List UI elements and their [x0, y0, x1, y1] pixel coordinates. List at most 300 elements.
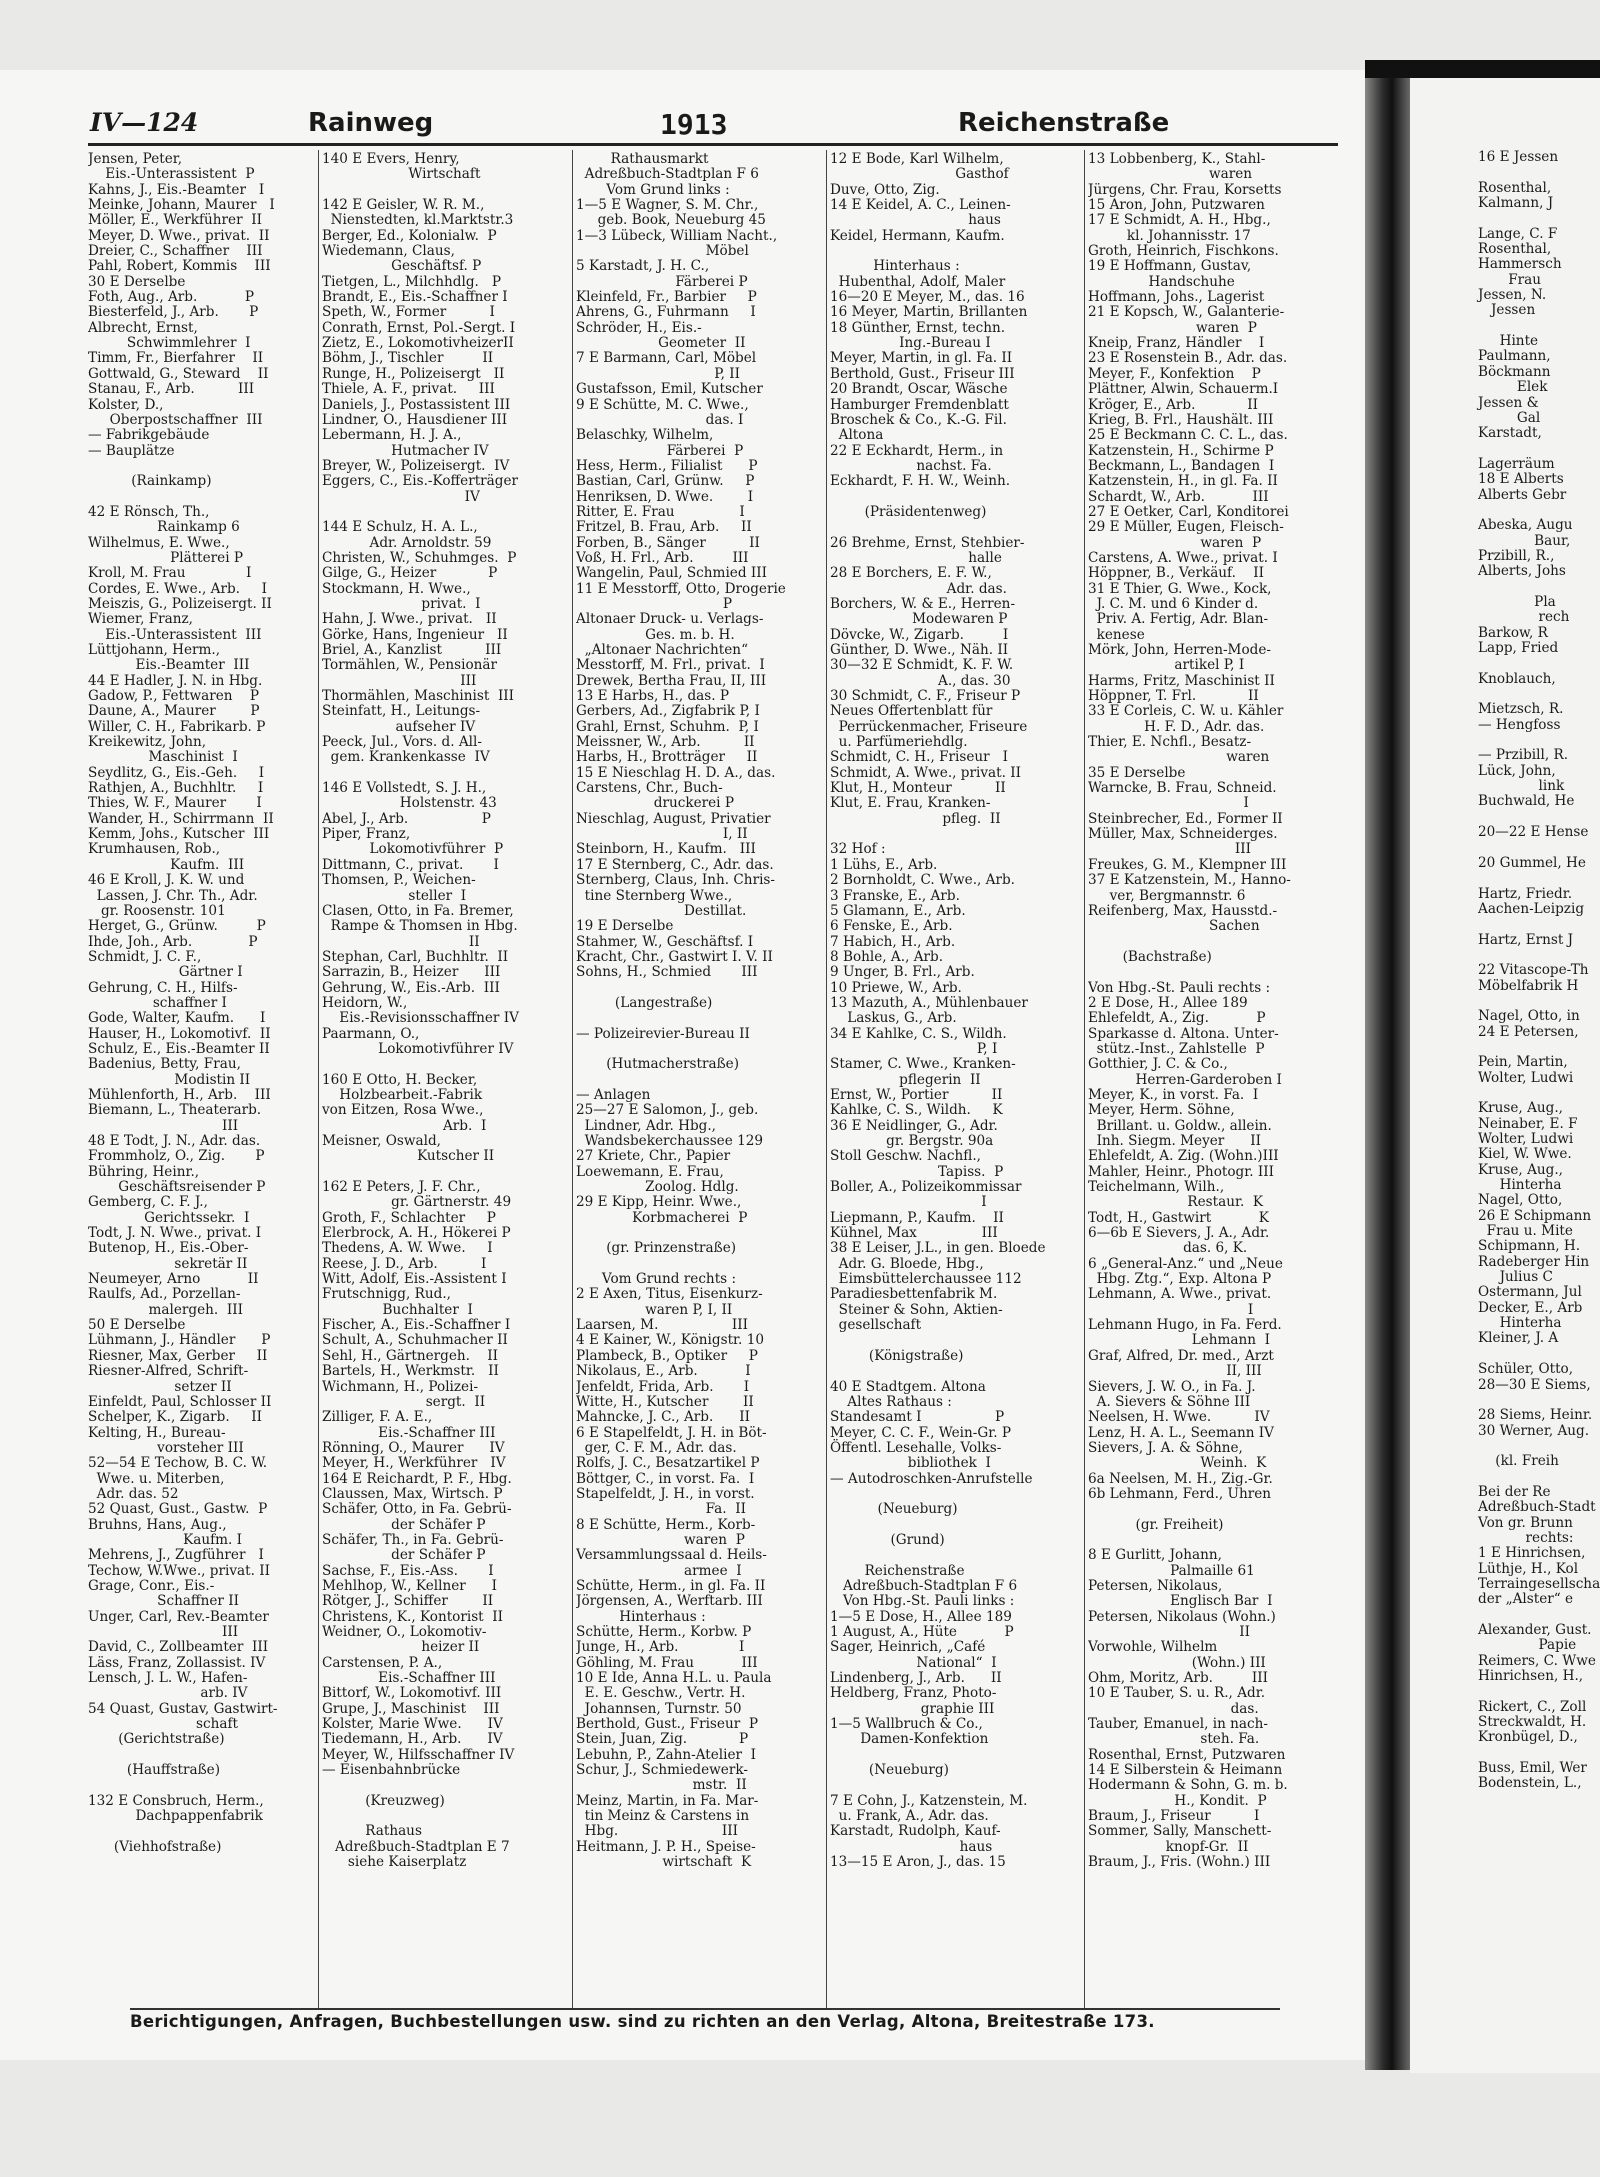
directory-line	[1088, 1502, 1333, 1517]
directory-line: 13—15 E Aron, J., das. 15	[830, 1854, 1006, 1871]
directory-line	[1478, 442, 1598, 457]
directory-line	[322, 1165, 567, 1180]
directory-line: Sohns, H., Schmied III	[576, 964, 758, 981]
directory-line: Decker, E., Arb	[1478, 1299, 1583, 1316]
directory-line	[830, 1548, 1075, 1563]
directory-line: Todt, J. N. Wwe., privat. I	[88, 1225, 262, 1242]
directory-line: Thiele, A. F., privat. III	[322, 381, 495, 398]
directory-line: 20 Gummel, He	[1478, 854, 1586, 871]
directory-line: 54 Quast, Gustav, Gastwirt-	[88, 1700, 278, 1717]
directory-line: Albrecht, Ernst,	[88, 319, 198, 336]
directory-line: Gärtner I	[88, 964, 243, 981]
directory-line: P	[576, 595, 733, 612]
directory-line: J. C. M. und 6 Kinder d.	[1088, 595, 1259, 612]
directory-line: Görke, Hans, Ingenieur II	[322, 626, 508, 643]
directory-line: Riesner, Max, Gerber II	[88, 1347, 268, 1364]
directory-line: Belaschky, Wilhelm,	[576, 427, 714, 444]
directory-line	[1478, 165, 1598, 180]
directory-line: Buss, Emil, Wer	[1478, 1760, 1587, 1777]
directory-line: waren P	[1088, 319, 1257, 336]
directory-line: Braum, J., Fris. (Wohn.) III	[1088, 1854, 1271, 1871]
directory-line: Eimsbüttelerchaussee 112	[830, 1271, 1022, 1288]
directory-line: 27 Kriete, Chr., Papier	[576, 1148, 731, 1165]
directory-line: 30 E Derselbe	[88, 273, 186, 290]
directory-line: Techow, W.Wwe., privat. II	[88, 1562, 270, 1579]
directory-line: Ehlefeldt, A. Zig. (Wohn.)III	[1088, 1148, 1279, 1165]
directory-line: 6b Lehmann, Ferd., Uhren	[1088, 1485, 1272, 1502]
directory-line: Bruhns, Hans, Aug.,	[88, 1516, 227, 1533]
directory-line: Mühlenforth, H., Arb. III	[88, 1086, 271, 1103]
directory-line: Wichmann, H., Polizei-	[322, 1378, 479, 1395]
directory-line: 34 E Kahlke, C. S., Wildh.	[830, 1025, 1007, 1042]
directory-line: Alexander, Gust.	[1478, 1622, 1592, 1638]
directory-line: 160 E Otto, H. Becker,	[322, 1071, 478, 1088]
directory-line: 28—30 E Siems,	[1478, 1376, 1591, 1393]
directory-line	[830, 1487, 1075, 1502]
directory-line: Plättner, Alwin, Schauerm.I	[1088, 381, 1279, 398]
directory-line: 20 Brandt, Oscar, Wäsche	[830, 381, 1008, 398]
directory-line: 50 E Derselbe	[88, 1317, 186, 1334]
directory-line: 25 E Beckmann C. C. L., das.	[1088, 427, 1288, 444]
directory-line: Rötger, J., Schiffer II	[322, 1593, 494, 1610]
directory-line: 1 August, A., Hüte P	[830, 1624, 1014, 1640]
directory-line: Vorwohle, Wilhelm	[1088, 1639, 1218, 1656]
directory-line: Przibill, R.,	[1478, 547, 1555, 564]
directory-line: Kronbügel, D.,	[1478, 1729, 1578, 1746]
directory-line: aufseher IV	[322, 718, 476, 735]
directory-line: Abeska, Augu	[1478, 517, 1573, 534]
directory-line: Lebermann, H. J. A.,	[322, 427, 462, 444]
directory-line: 35 E Derselbe	[1088, 764, 1186, 781]
directory-line: Eis.-Schaffner III	[322, 1670, 496, 1687]
directory-line: Gehrung, W., Eis.-Arb. III	[322, 979, 500, 996]
directory-line: 12 E Bode, Karl Wilhelm,	[830, 152, 1004, 167]
directory-line: 7 E Barmann, Carl, Möbel	[576, 350, 757, 367]
directory-line	[1478, 656, 1598, 671]
directory-line: (Langestraße)	[576, 994, 713, 1011]
directory-line: Perrückenmacher, Friseure	[830, 718, 1028, 735]
directory-line: Fischer, A., Eis.-Schaffner I	[322, 1317, 511, 1334]
directory-line: Zietz, E., LokomotivheizerII	[322, 335, 514, 352]
directory-line: Eis.-Revisionsschaffner IV	[322, 1010, 519, 1027]
directory-line: Gottwald, G., Steward II	[88, 365, 269, 382]
gutter-top-band	[1365, 60, 1600, 78]
directory-line: Hinte	[1478, 333, 1539, 350]
directory-line: Gemberg, C. F. J.,	[88, 1194, 208, 1211]
directory-line: Zilliger, F. A. E.,	[322, 1409, 433, 1426]
directory-line: sergt. II	[322, 1393, 486, 1410]
directory-line: 146 E Vollstedt, S. J. H.,	[322, 780, 487, 797]
directory-line: waren P	[1088, 534, 1262, 551]
directory-line: 6 Fenske, E., Arb.	[830, 918, 953, 935]
directory-line: Schäfer, Otto, in Fa. Gebrü-	[322, 1501, 512, 1518]
directory-line: 38 E Leiser, J.L., in gen. Bloede	[830, 1240, 1046, 1257]
directory-line: Meinz, Martin, in Fa. Mar-	[576, 1792, 759, 1809]
directory-line: Mahler, Heinr., Photogr. III	[1088, 1163, 1274, 1180]
directory-line: (Bachstraße)	[1088, 948, 1212, 965]
directory-line: Braum, J., Friseur I	[1088, 1808, 1260, 1825]
directory-line: Gerichtssekr. I	[88, 1209, 250, 1226]
directory-line: Frau	[1478, 271, 1542, 288]
directory-line: gr. Gärtnerstr. 49	[322, 1194, 512, 1211]
directory-line: Jessen	[1478, 302, 1536, 319]
directory-line: Dreier, C., Schaffner III	[88, 243, 263, 260]
directory-line: Frau u. Mite	[1478, 1223, 1573, 1240]
directory-line: Groth, F., Schlachter P	[322, 1209, 496, 1226]
directory-line	[1478, 948, 1598, 963]
directory-line: u. Parfümeriehdlg.	[830, 734, 968, 751]
directory-line: Inh. Siegm. Meyer II	[1088, 1133, 1261, 1149]
directory-line: I	[830, 1194, 987, 1211]
directory-line: Eis.-Beamter III	[88, 657, 250, 674]
directory-line: Hinterhaus :	[830, 258, 960, 275]
directory-line: Steiner & Sohn, Aktien-	[830, 1301, 1003, 1318]
directory-line: Rampe & Thomsen in Hbg.	[322, 918, 518, 935]
column-divider	[1084, 150, 1085, 2010]
directory-line: mstr. II	[576, 1777, 747, 1794]
directory-line: Stamer, C. Wwe., Kranken-	[830, 1056, 1016, 1073]
directory-line: Eis.-Unterassistent III	[88, 626, 262, 643]
directory-line: Ahrens, G., Fuhrmann I	[576, 304, 756, 321]
directory-line: Todt, H., Gastwirt K	[1088, 1209, 1269, 1226]
directory-line: Gerbers, Ad., Zigfabrik P, I	[576, 703, 760, 720]
directory-line: Versammlungssaal d. Heils-	[576, 1547, 767, 1564]
directory-line: Schur, J., Schmiedewerk-	[576, 1762, 748, 1779]
directory-line: 28 Siems, Heinr.	[1478, 1407, 1593, 1424]
directory-line: National“ I	[830, 1654, 997, 1671]
directory-line: 2 E Axen, Titus, Eisenkurz-	[576, 1286, 763, 1303]
directory-line: Wandsbekerchaussee 129	[576, 1133, 764, 1149]
directory-line: 2 Bornholdt, C. Wwe., Arb.	[830, 872, 1016, 889]
directory-line: Göhling, M. Frau III	[576, 1654, 758, 1671]
directory-line: Messtorff, M. Frl., privat. I	[576, 657, 765, 674]
directory-line: Eggers, C., Eis.-Kofferträger	[322, 473, 519, 490]
directory-line: knopf-Gr. II	[1088, 1838, 1249, 1855]
directory-column-2	[322, 152, 567, 2007]
directory-line	[1088, 965, 1333, 980]
directory-line: Hahn, J. Wwe., privat. II	[322, 611, 497, 628]
directory-line: 14 E Keidel, A. C., Leinen-	[830, 197, 1011, 214]
directory-line: I	[1088, 795, 1249, 812]
directory-line: Modistin II	[88, 1071, 251, 1088]
directory-line: (Präsidentenweg)	[830, 503, 987, 520]
directory-line: I, II	[576, 826, 748, 843]
directory-line: Adr. das. 52	[88, 1485, 179, 1502]
directory-line	[1478, 871, 1598, 886]
directory-line: Kracht, Chr., Gastwirt I. V. II	[576, 948, 773, 965]
directory-line: Heitmann, J. P. H., Speise-	[576, 1838, 756, 1855]
directory-line: Höppner, T. Frl. II	[1088, 688, 1259, 705]
directory-line: graphie III	[830, 1700, 995, 1717]
directory-line: 16—20 E Meyer, M., das. 16	[830, 289, 1025, 306]
directory-line: Neumeyer, Arno II	[88, 1271, 259, 1288]
directory-line: 8 Bohle, A., Arb.	[830, 948, 944, 965]
directory-line: tine Sternberg Wwe.,	[576, 887, 733, 904]
directory-line: Bartels, H., Werkmstr. II	[322, 1363, 499, 1380]
directory-line: Pla	[1478, 593, 1556, 610]
directory-line: Altes Rathaus :	[830, 1393, 952, 1410]
directory-line: Papie	[1478, 1637, 1577, 1654]
directory-line: Kröger, E., Arb. II	[1088, 396, 1259, 413]
directory-line: Frutschnigg, Rud.,	[322, 1286, 451, 1303]
directory-line: schaffner I	[88, 994, 227, 1011]
directory-line: Pein, Martin,	[1478, 1054, 1568, 1071]
directory-line	[88, 1748, 313, 1763]
directory-line: Schmidt, J. C. F.,	[88, 948, 202, 965]
directory-column-4	[830, 152, 1075, 2007]
directory-line: Lehmann, A. Wwe., privat.	[1088, 1286, 1272, 1303]
header-year: 1913	[660, 108, 728, 141]
directory-line: Witte, H., Kutscher II	[576, 1393, 754, 1410]
directory-line: 1 E Hinrichsen,	[1478, 1545, 1586, 1562]
directory-line: Schult, A., Schuhmacher II	[322, 1332, 508, 1349]
directory-column-5	[1088, 152, 1333, 2007]
directory-line: Stephan, Carl, Buchhltr. II	[322, 948, 509, 965]
directory-line: Schmidt, A. Wwe., privat. II	[830, 764, 1021, 781]
directory-line: 6—6b E Sievers, J. A., Adr.	[1088, 1225, 1270, 1242]
directory-line: waren P, I, II	[576, 1301, 733, 1318]
directory-line: Wolter, Ludwi	[1478, 1069, 1574, 1086]
directory-line: 1—3 Lübeck, William Nacht.,	[576, 227, 778, 244]
directory-line: Stahmer, W., Geschäftsf. I	[576, 933, 754, 950]
footer-notice: Berichtigungen, Anfragen, Buchbestellungen usw. sind zu richten an den Verlag, Altona, Breitestraße 173.	[130, 2012, 1155, 2031]
directory-line: Schütte, Herm., Korbw. P	[576, 1624, 752, 1640]
directory-line: Rolfs, J. C., Besatzartikel P	[576, 1455, 760, 1472]
directory-line: Nagel, Otto,	[1478, 1192, 1563, 1209]
directory-line: (Hutmacherstraße)	[576, 1056, 739, 1073]
directory-line: Mörk, John, Herren-Mode-	[1088, 642, 1271, 658]
directory-line: Damen-Konfektion	[830, 1731, 989, 1748]
directory-line: Bodenstein, L.,	[1478, 1775, 1582, 1792]
directory-line: Thormählen, Maschinist III	[322, 688, 515, 705]
directory-line: vorsteher III	[88, 1439, 244, 1456]
directory-line	[1478, 687, 1598, 702]
directory-line: halle	[830, 549, 1002, 566]
directory-line: Clasen, Otto, in Fa. Bremer,	[322, 902, 514, 919]
directory-line	[322, 766, 567, 781]
directory-line	[322, 505, 567, 520]
directory-line: Krumhausen, Rob.,	[88, 841, 221, 858]
directory-line: Grupe, J., Maschinist III	[322, 1700, 500, 1717]
directory-line: Raulfs, Ad., Porzellan-	[88, 1286, 241, 1303]
directory-line	[576, 1073, 821, 1088]
directory-line: 42 E Rönsch, Th.,	[88, 503, 210, 520]
directory-line: 1—5 E Dose, H., Allee 189	[830, 1608, 1012, 1625]
directory-line: Lokomotivführer IV	[322, 1040, 514, 1057]
directory-line: Einfeldt, Paul, Schlosser II	[88, 1393, 272, 1410]
directory-line: Grage, Conr., Eis.-	[88, 1577, 215, 1594]
directory-line: pfleg. II	[830, 810, 1001, 827]
directory-line: haus	[830, 1838, 993, 1855]
directory-line: Ges. m. b. H.	[576, 626, 735, 643]
directory-line: Liepmann, P., Kaufm. II	[830, 1209, 1004, 1226]
directory-line: 36 E Neidlinger, G., Adr.	[830, 1117, 998, 1134]
directory-line: Wander, H., Schirrmann II	[88, 810, 274, 827]
directory-line: 6a Neelsen, M. H., Zig.-Gr.	[1088, 1470, 1273, 1487]
directory-line: H. F. D., Adr. das.	[1088, 718, 1265, 735]
directory-line: Pahl, Robert, Kommis III	[88, 258, 271, 275]
directory-line: 16 Meyer, Martin, Brillanten	[830, 304, 1028, 321]
directory-line: Paradiesbettenfabrik M.	[830, 1286, 998, 1303]
directory-line: Kühnel, Max III	[830, 1225, 998, 1242]
directory-line	[830, 1364, 1075, 1379]
directory-line: Schelper, K., Zigarb. II	[88, 1409, 263, 1426]
directory-line: Bühring, Heinr.,	[88, 1163, 200, 1180]
directory-line: Nagel, Otto, in	[1478, 1008, 1580, 1025]
directory-line: stütz.-Inst., Zahlstelle P	[1088, 1040, 1265, 1057]
directory-line: (gr. Freiheit)	[1088, 1516, 1224, 1533]
directory-line: 48 E Todt, J. N., Adr. das.	[88, 1133, 261, 1149]
directory-line: Rathausmarkt	[576, 152, 709, 167]
directory-line: Meyer, W., Hilfsschaffner IV	[322, 1746, 515, 1763]
directory-line: kl. Johannisstr. 17	[1088, 227, 1251, 244]
directory-line: Wilhelmus, E. Wwe.,	[88, 534, 230, 551]
next-page-column	[1478, 150, 1598, 1792]
directory-line: nachst. Fa.	[830, 457, 992, 474]
directory-line: Speth, W., Former I	[322, 304, 495, 321]
directory-line: Schaffner II	[88, 1593, 239, 1610]
directory-line: Sarrazin, B., Heizer III	[322, 964, 501, 981]
directory-line: Lensch, J. L. W., Hafen-	[88, 1670, 248, 1687]
directory-line	[1478, 1608, 1598, 1623]
directory-line: Freukes, G. M., Klempner III	[1088, 856, 1287, 873]
directory-line: Willer, C. H., Fabrikarb. P	[88, 718, 266, 735]
directory-line: Klut, H., Monteur II	[830, 780, 1006, 797]
directory-line: Buchwald, He	[1478, 793, 1575, 810]
directory-line: Adreßbuch-Stadtplan F 6	[576, 166, 759, 183]
directory-line: Hinterha	[1478, 1177, 1562, 1194]
directory-line: Fa. II	[576, 1501, 746, 1518]
directory-line: Paarmann, O.,	[322, 1025, 420, 1042]
directory-line	[1478, 810, 1598, 825]
directory-line: Wiemer, Franz,	[88, 611, 193, 628]
directory-line: Carstens, A. Wwe., privat. I	[1088, 549, 1278, 566]
directory-line: Tapiss. P	[830, 1163, 1004, 1180]
directory-line: Piper, Franz,	[322, 826, 411, 843]
directory-line: Carstens, Chr., Buch-	[576, 780, 723, 797]
directory-line: Ritter, E. Frau I	[576, 503, 745, 520]
directory-line	[830, 520, 1075, 535]
directory-line: Knoblauch,	[1478, 670, 1556, 687]
directory-line: — Przibill, R.	[1478, 747, 1569, 764]
directory-line: Butenop, H., Eis.-Ober-	[88, 1240, 249, 1257]
directory-line: Gehrung, C. H., Hilfs-	[88, 979, 238, 996]
directory-line: 28 E Borchers, E. F. W.,	[830, 565, 992, 582]
directory-line: 30 Werner, Aug.	[1478, 1422, 1590, 1439]
directory-line: — Polizeirevier-Bureau II	[576, 1025, 750, 1042]
directory-line: Hutmacher IV	[322, 442, 489, 459]
directory-line: der „Alster“ e	[1478, 1591, 1574, 1608]
directory-line: Buchhalter I	[322, 1301, 473, 1318]
directory-line: A., das. 30	[830, 672, 1011, 689]
book-gutter	[1365, 60, 1410, 2070]
directory-line: 16 E Jessen	[1478, 149, 1559, 165]
directory-line	[1478, 580, 1598, 595]
directory-line: 8 E Gurlitt, Johann,	[1088, 1547, 1222, 1564]
directory-line: 13 E Harbs, H., das. P	[576, 688, 730, 705]
directory-line: Jensen, Peter,	[88, 152, 183, 167]
directory-line: Wolter, Ludwi	[1478, 1131, 1574, 1147]
directory-line: Reichenstraße	[830, 1562, 965, 1579]
directory-line: Seydlitz, G., Eis.-Geh. I	[88, 764, 265, 781]
directory-line: Adreßbuch-Stadtplan F 6	[830, 1577, 1018, 1594]
directory-line: 46 E Kroll, J. K. W. und	[88, 872, 245, 889]
directory-line: 31 E Thier, G. Wwe., Kock,	[1088, 580, 1272, 597]
directory-line	[1478, 503, 1598, 518]
directory-line: Ing.-Bureau I	[830, 335, 991, 352]
directory-line: P, II	[576, 365, 741, 382]
directory-line: Färberei P	[576, 273, 748, 290]
directory-line: Adr. G. Bloede, Hbg.,	[830, 1255, 984, 1272]
directory-line: Bittorf, W., Lokomotivf. III	[322, 1685, 502, 1702]
directory-line: 29 E Kipp, Heinr. Wwe.,	[576, 1194, 742, 1211]
directory-line	[88, 1824, 313, 1839]
directory-line: Kleiner, J. A	[1478, 1330, 1559, 1347]
directory-line	[88, 490, 313, 505]
directory-line: Reimers, C. Wwe	[1478, 1652, 1596, 1669]
directory-line: Plätterei P	[88, 549, 244, 566]
directory-line: Sager, Heinrich, „Café	[830, 1639, 986, 1656]
directory-line: (gr. Prinzenstraße)	[576, 1240, 737, 1257]
directory-line: Elerbrock, A. H., Hökerei P	[322, 1225, 511, 1242]
directory-line: Neues Offertenblatt für	[830, 703, 993, 720]
directory-line: Maschinist I	[88, 749, 238, 766]
directory-line: 7 E Cohn, J., Katzenstein, M.	[830, 1792, 1028, 1809]
directory-line: A. Sievers & Söhne III	[1088, 1393, 1251, 1410]
directory-line: Stockmann, H. Wwe.,	[322, 580, 471, 597]
directory-line: Plambeck, B., Optiker P	[576, 1347, 758, 1364]
directory-line	[576, 1011, 821, 1026]
directory-line: II, III	[1088, 1363, 1262, 1380]
directory-line: Hinterhaus :	[576, 1608, 706, 1625]
directory-line: kenese	[1088, 626, 1145, 643]
directory-line: Meinke, Johann, Maurer I	[88, 197, 275, 214]
directory-line: Jörgensen, A., Werftarb. III	[576, 1593, 763, 1610]
directory-line	[830, 1518, 1075, 1533]
directory-line: geb. Book, Neueburg 45	[576, 212, 766, 229]
directory-line	[830, 1778, 1075, 1793]
directory-line: Sternberg, Claus, Inh. Chris-	[576, 872, 775, 889]
directory-line: u. Frank, A., Adr. das.	[830, 1808, 989, 1825]
directory-line: 10 E Ide, Anna H.L. u. Paula	[576, 1670, 772, 1687]
directory-line: 5 Glamann, E., Arb.	[830, 902, 966, 919]
directory-line: heizer II	[322, 1639, 480, 1656]
directory-line: Foth, Aug., Arb. P	[88, 289, 254, 306]
directory-line: Julius C	[1478, 1269, 1553, 1286]
directory-line: 3 Franske, E., Arb.	[830, 887, 960, 904]
directory-line: Berthold, Gust., Friseur III	[830, 365, 1015, 382]
directory-line: arb. IV	[88, 1685, 248, 1702]
directory-line: Borchers, W. & E., Herren-	[830, 595, 1016, 612]
directory-line: Adreßbuch-Stadtplan E 7	[322, 1838, 510, 1855]
directory-line: Vom Grund links :	[576, 181, 730, 198]
directory-line: Lüthje, H., Kol	[1478, 1560, 1579, 1577]
directory-line: Ohm, Moritz, Arb. III	[1088, 1670, 1268, 1687]
directory-line: link	[1478, 778, 1565, 795]
directory-line: Karstadt,	[1478, 425, 1542, 442]
directory-line: Schüler, Otto,	[1478, 1361, 1574, 1378]
directory-line: 6 E Stapelfeldt, J. H. in Böt-	[576, 1424, 767, 1441]
directory-line: Meyer, Martin, in gl. Fa. II	[830, 350, 1013, 367]
directory-line	[1478, 1439, 1598, 1454]
directory-line: das. I	[576, 411, 744, 428]
directory-line: 5 Karstadt, J. H. C.,	[576, 258, 710, 275]
directory-column-3	[576, 152, 821, 2007]
directory-line: Tauber, Emanuel, in nach-	[1088, 1716, 1268, 1733]
directory-line	[1478, 1347, 1598, 1362]
directory-line: Runge, H., Polizeisergt II	[322, 365, 505, 382]
directory-line: Biesterfeld, J., Arb. P	[88, 304, 259, 321]
